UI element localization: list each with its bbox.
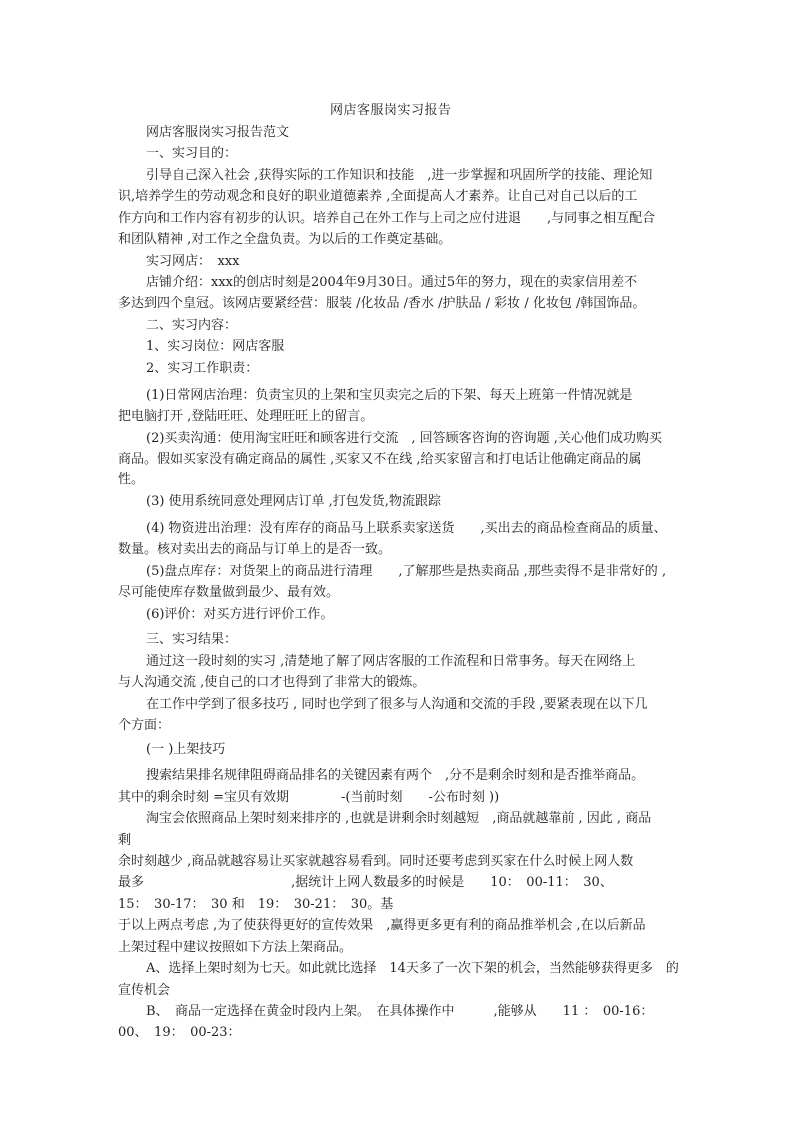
paragraph-line: 15： 30-17： 30 和 19： 30-21： 30。基 <box>118 897 394 912</box>
paragraph-line: 在工作中学到了很多技巧 , 同时也学到了很多与人沟通和交流的手段 ,要紧表现在以下几 <box>146 697 648 712</box>
paragraph-line: 引导自己深入社会 ,获得实际的工作知识和技能 ,进一步掌握和巩固所学的技能、理论知 <box>146 168 653 183</box>
paragraph-line: 实习网店： xxx <box>146 254 240 269</box>
paragraph-line: 数量。核对卖出去的商品与订单上的是否一致。 <box>118 542 392 557</box>
document-title: 网店客服岗实习报告 <box>330 103 452 118</box>
paragraph-line: (4) 物资进出治理：没有库存的商品马上联系卖家送货 ,买出去的商品检查商品的质量、 <box>146 521 667 536</box>
paragraph-line: 00、 19： 00-23： <box>118 1025 241 1040</box>
paragraph-line: 1、实习岗位：网店客服 <box>146 339 285 354</box>
document-subtitle: 网店客服岗实习报告范文 <box>146 125 290 140</box>
paragraph-line: 和团队精神 ,对工作之全盘负责。为以后的工作奠定基础。 <box>118 232 452 247</box>
paragraph-line: 个方面： <box>118 718 171 733</box>
paragraph-line: (2)买卖沟通：使用淘宝旺旺和顾客进行交流 , 回答顾客咨询的咨询题 ,关心他们成功购买 <box>146 431 662 446</box>
paragraph-line: 作方向和工作内容有初步的认识。培养自己在外工作与上司之应付进退 ,与同事之相互配合 <box>118 211 656 226</box>
subsection-heading: (一 )上架技巧 <box>146 742 226 757</box>
paragraph-line: 商品。假如买家没有确定商品的属性 ,买家又不在线 ,给买家留言和打电话让他确定商品的属 <box>118 452 642 467</box>
paragraph-line: 识,培养学生的劳动观念和良好的职业道德素养 ,全面提高人才素养。让自己对自己以后的工 <box>118 189 638 204</box>
paragraph-line: (5)盘点库存：对货架上的商品进行清理 ,了解那些是热卖商品 ,那些卖得不是非常好的 , <box>146 564 667 579</box>
paragraph-line: 搜索结果排名规律阻碍商品排名的关键因素有两个 ,分不是剩余时刻和是否推举商品。 <box>146 768 645 783</box>
paragraph-line: 店铺介绍：xxx的创店时刻是2004年9月30日。通过5年的努力，现在的卖家信用差不 <box>146 275 638 290</box>
paragraph-line: 尽可能使库存数量做到最少、最有效。 <box>118 585 340 600</box>
paragraph-line: (1)日常网店治理：负责宝贝的上架和宝贝卖完之后的下架、每天上班第一件情况就是 <box>146 388 633 403</box>
paragraph-line: A、选择上架时刻为七天。如此就比选择 14天多了一次下架的机会，当然能够获得更多 的 <box>146 961 679 976</box>
paragraph-line: 最多 ,据统计上网人数最多的时候是 10： 00-11： 30、 <box>118 875 613 890</box>
paragraph-line: 性。 <box>118 472 145 487</box>
section-heading: 二、实习内容： <box>146 318 238 333</box>
paragraph-line: 余时刻越少 ,商品就越容易让买家就越容易看到。同时还要考虑到买家在什么时候上网人数 <box>118 854 634 869</box>
paragraph-line: 淘宝会依照商品上架时刻来排序的 ,也就是讲剩余时刻越短 ,商品就越靠前 , 因此 , 商品 <box>146 811 652 826</box>
paragraph-line: 宣传机会 <box>118 983 171 998</box>
paragraph-line: 2、实习工作职责： <box>146 361 259 376</box>
paragraph-line: (6)评价：对买方进行评价工作。 <box>146 607 334 622</box>
section-heading: 三、实习结果： <box>146 632 238 647</box>
paragraph-line: 与人沟通交流 ,使自己的口才也得到了非常大的锻炼。 <box>118 675 426 690</box>
paragraph-line: 多达到四个皇冠。该网店要紧经营：服装 /化妆品 /香水 /护肤品 / 彩妆 / 化妆包 /韩国饰品。 <box>118 296 646 311</box>
paragraph-line: 其中的剩余时刻 =宝贝有效期 -(当前时刻 -公布时刻 )) <box>118 790 500 805</box>
paragraph-line: 把电脑打开 ,登陆旺旺、处理旺旺上的留言。 <box>118 409 374 424</box>
section-heading: 一、实习目的： <box>146 146 238 161</box>
paragraph-line: 通过这一段时刻的实习 ,清楚地了解了网店客服的工作流程和日常事务。每天在网络上 <box>146 654 636 669</box>
paragraph-line: 于以上两点考虑 ,为了使获得更好的宣传效果 ,赢得更多更有利的商品推举机会 ,在以后新品 <box>118 918 646 933</box>
paragraph-line: (3) 使用系统同意处理网店订单 ,打包发货,物流跟踪 <box>146 494 441 509</box>
paragraph-line: 剩 <box>118 833 132 848</box>
paragraph-line: B、 商品一定选择在黄金时段内上架。 在具体操作中 ,能够从 11 ： 00-16： <box>146 1004 654 1019</box>
paragraph-line: 上架过程中建议按照如下方法上架商品。 <box>118 940 353 955</box>
